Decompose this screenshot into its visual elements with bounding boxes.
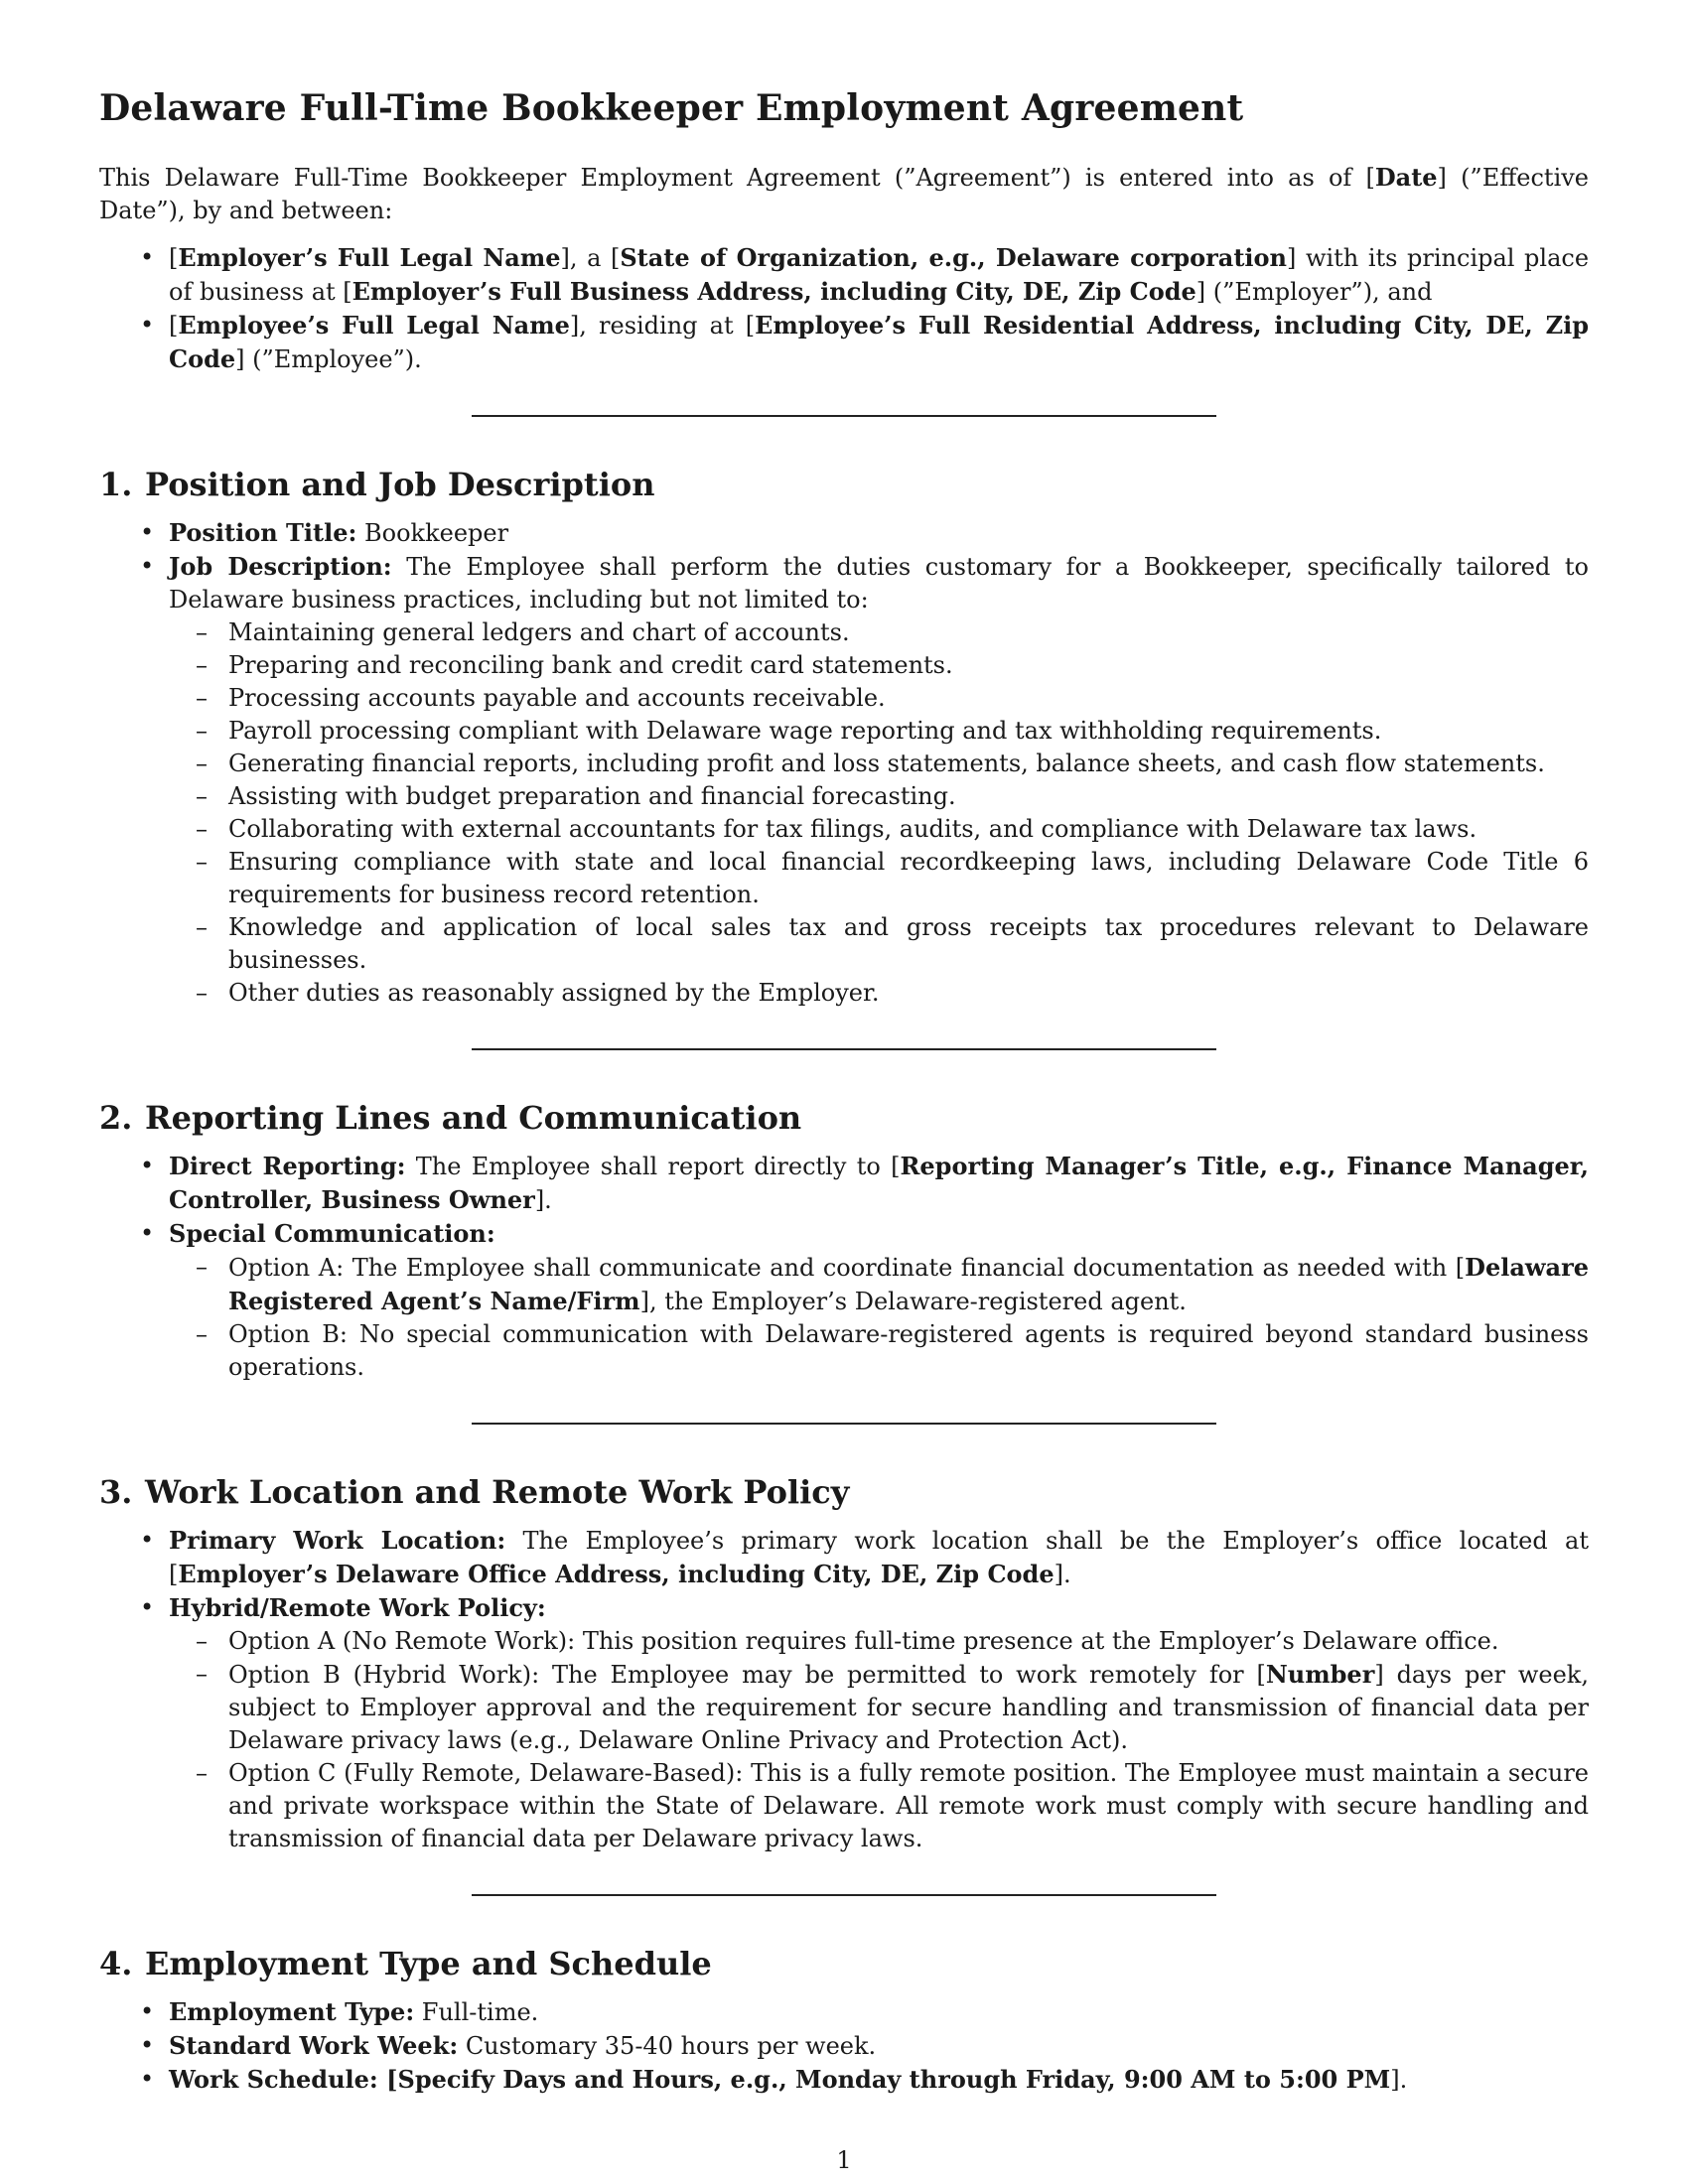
employer-text-3: ] (”Employer”), and	[1196, 278, 1433, 306]
dash-icon: –	[196, 1759, 208, 1787]
document-page	[99, 87, 1589, 2097]
section-1	[99, 465, 1589, 1010]
section-divider	[472, 1423, 1216, 1425]
item-label: Job Description:	[169, 552, 392, 581]
option-text: Option C (Fully Remote, Delaware-Based): This is a fully remote position. The Employee must maintain a secure and private workspace within the State of Delaware. All remote work must comply with secure handling and transmission of financial data per Delaware privacy laws.	[228, 1759, 1589, 1852]
section-title: Reporting Lines and Communication	[145, 1099, 802, 1137]
employee-name-placeholder: Employee’s Full Legal Name	[178, 311, 570, 340]
dash-icon: –	[196, 618, 208, 646]
bullet-icon: •	[140, 552, 155, 580]
item-text-end: ].	[1390, 2066, 1408, 2094]
list-item	[169, 1757, 1589, 1855]
option-text: Option A: The Employee shall communicate and coordinate financial documentation as needed with [	[228, 1254, 1466, 1282]
employee-text-1: ], residing at [	[569, 312, 756, 340]
party-employee: • [Employee’s Full Legal Name], residing at [Employee’s Full Residential Address, including City, DE, Zip Code] (”Employee”).	[140, 311, 1589, 373]
section-3	[99, 1472, 1589, 1855]
employer-text-1: ], a [	[560, 244, 621, 272]
bullet-icon: •	[140, 1997, 155, 2025]
item-label: Position Title:	[169, 518, 357, 547]
list-item	[169, 1318, 1589, 1384]
page-number: 1	[836, 2146, 852, 2174]
item-text-end: ].	[1054, 1561, 1071, 1588]
section-number: 3.	[99, 1473, 133, 1511]
section-4-heading	[99, 1944, 1589, 1983]
list-item	[169, 1251, 1589, 1318]
list-item	[169, 748, 1589, 780]
list-item	[169, 682, 1589, 715]
employer-address-placeholder: Employer’s Full Business Address, including City, DE, Zip Code	[352, 277, 1196, 306]
option-text: Option B: No special communication with Delaware-registered agents is required beyond standard business operations.	[228, 1320, 1589, 1381]
employee-text-2: ] (”Employee”).	[235, 345, 422, 373]
employee-address-placeholder: Employee’s Full Residential Address, including City, DE, Zip Code	[169, 311, 1589, 373]
list-item	[169, 977, 1589, 1010]
job-description-item	[99, 550, 1589, 1010]
communication-options	[169, 1251, 1589, 1384]
section-3-heading	[99, 1472, 1589, 1512]
bullet-icon: •	[140, 518, 155, 546]
section-2-heading	[99, 1098, 1589, 1138]
section-4-list	[99, 1995, 1589, 2097]
option-text-end: ] days per week, subject to Employer approval and the requirement for secure handling and transmission of financial data per Delaware privacy laws (e.g., Delaware Online Privacy and Protection Act).	[228, 1661, 1589, 1754]
section-number: 4.	[99, 1945, 133, 1982]
bullet-icon: •	[140, 2065, 155, 2093]
section-divider	[472, 415, 1216, 417]
registered-agent-placeholder: Delaware Registered Agent’s Name/Firm	[228, 1253, 1589, 1315]
duty-text: Assisting with budget preparation and financial forecasting.	[228, 782, 956, 810]
section-title: Position and Job Description	[145, 466, 655, 503]
item-label: Direct Reporting:	[169, 1152, 406, 1180]
dash-icon: –	[196, 1627, 208, 1655]
intro-paragraph	[99, 161, 1589, 227]
bullet-icon: •	[140, 311, 155, 339]
dash-icon: –	[196, 1660, 208, 1688]
section-4	[99, 1944, 1589, 2097]
item-label: Special Communication:	[169, 1219, 495, 1248]
dash-icon: –	[196, 684, 208, 712]
work-schedule-item	[99, 2063, 1589, 2097]
item-label: Work Schedule:	[169, 2065, 378, 2094]
party-employer: • [Employer’s Full Legal Name], a [State of Organization, e.g., Delaware corporation] with its principal place of business at [Employer’s Full Business Address, including City, DE, Zip Code] (”Employer”), and	[140, 243, 1590, 306]
dash-icon: –	[196, 782, 208, 810]
item-value: Bookkeeper	[356, 519, 509, 547]
section-number: 1.	[99, 466, 133, 503]
dash-icon: –	[196, 979, 208, 1007]
dash-icon: –	[196, 651, 208, 679]
section-1-list	[99, 516, 1589, 1010]
section-number: 2.	[99, 1099, 133, 1137]
employer-state-placeholder: State of Organization, e.g., Delaware corporation	[620, 243, 1288, 272]
list-item	[169, 715, 1589, 748]
list-item	[169, 911, 1589, 977]
manager-title-placeholder: Reporting Manager’s Title, e.g., Finance Manager, Controller, Business Owner	[169, 1152, 1589, 1214]
bullet-icon: •	[140, 2031, 155, 2059]
list-item	[169, 813, 1589, 846]
duty-text: Knowledge and application of local sales tax and gross receipts tax procedures relevant to Delaware businesses.	[228, 913, 1589, 974]
item-label: Standard Work Week:	[169, 2031, 459, 2060]
duty-text: Other duties as reasonably assigned by the Employer.	[228, 979, 880, 1007]
duty-text: Payroll processing compliant with Delaware wage reporting and tax withholding requirements.	[228, 717, 1382, 745]
remote-options	[169, 1625, 1589, 1855]
duty-text: Generating financial reports, including profit and loss statements, balance sheets, and cash flow statements.	[228, 750, 1545, 777]
section-divider	[472, 1894, 1216, 1896]
dash-icon: –	[196, 750, 208, 777]
office-address-placeholder: Employer’s Delaware Office Address, including City, DE, Zip Code	[178, 1560, 1055, 1588]
item-value: Customary 35-40 hours per week.	[458, 2032, 877, 2060]
duty-text: Maintaining general ledgers and chart of accounts.	[228, 618, 850, 646]
duty-text: Preparing and reconciling bank and credit card statements.	[228, 651, 953, 679]
list-item	[169, 1625, 1589, 1658]
list-item	[169, 780, 1589, 813]
item-text: The Employee’s primary work location shall be the Employer’s office located at [	[169, 1527, 1590, 1588]
bullet-icon: •	[140, 1593, 155, 1621]
section-title: Employment Type and Schedule	[145, 1945, 712, 1982]
schedule-placeholder: Specify Days and Hours, e.g., Monday through Friday, 9:00 AM to 5:00 PM	[397, 2065, 1391, 2094]
parties-list	[99, 241, 1589, 376]
list-item	[169, 1658, 1589, 1757]
document-title: Delaware Full-Time Bookkeeper Employment Agreement	[99, 87, 1244, 129]
dash-icon: –	[196, 1320, 208, 1348]
option-text-end: ], the Employer’s Delaware-registered agent.	[639, 1288, 1187, 1315]
option-text: Option B (Hybrid Work): The Employee may be permitted to work remotely for [	[228, 1661, 1266, 1689]
hybrid-remote-item	[99, 1591, 1589, 1855]
employment-type-item	[99, 1995, 1589, 2029]
section-2-list	[99, 1150, 1589, 1384]
section-title: Work Location and Remote Work Policy	[145, 1473, 850, 1511]
bullet-icon: •	[140, 1526, 155, 1554]
duty-text: Collaborating with external accountants for tax filings, audits, and compliance with Delaware tax laws.	[228, 815, 1477, 843]
bullet-icon: •	[140, 1152, 155, 1179]
section-2	[99, 1098, 1589, 1384]
duties-list	[169, 616, 1589, 1010]
item-text: The Employee shall report directly to [	[405, 1153, 901, 1180]
item-label: Employment Type:	[169, 1997, 415, 2026]
dash-icon: –	[196, 848, 208, 876]
section-1-heading	[99, 465, 1589, 504]
item-label: Hybrid/Remote Work Policy:	[169, 1593, 546, 1622]
dash-icon: –	[196, 815, 208, 843]
bullet-icon: •	[140, 1219, 155, 1247]
bullet-icon: •	[140, 243, 155, 271]
intro-text-end: ] (”Effective Date”), by and between:	[99, 164, 1590, 224]
duty-text: Processing accounts payable and accounts receivable.	[228, 684, 886, 712]
employer-text-2: ] with its principal place of business at [	[169, 244, 1590, 306]
duty-text: Ensuring compliance with state and local financial recordkeeping laws, including Delaware Code Title 6 requirements for business record retention.	[228, 848, 1589, 908]
item-label: Primary Work Location:	[169, 1526, 506, 1555]
dash-icon: –	[196, 1253, 208, 1281]
intro-date-placeholder: Date	[1374, 163, 1438, 192]
option-text: Option A (No Remote Work): This position requires full-time presence at the Employer’s Delaware office.	[228, 1627, 1499, 1655]
list-item	[169, 846, 1589, 911]
work-week-item	[99, 2029, 1589, 2063]
item-text-end: ].	[534, 1186, 552, 1214]
primary-location-item	[99, 1524, 1589, 1591]
section-divider	[472, 1048, 1216, 1050]
position-title-item	[99, 516, 1589, 550]
item-text: [	[377, 2065, 398, 2094]
number-placeholder: Number	[1265, 1660, 1375, 1689]
special-communication-item	[99, 1217, 1589, 1384]
dash-icon: –	[196, 913, 208, 941]
item-value: The Employee shall perform the duties customary for a Bookkeeper, specifically tailored to Delaware business practices, including but not limited to:	[169, 553, 1589, 614]
direct-reporting-item	[99, 1150, 1589, 1217]
section-3-list	[99, 1524, 1589, 1855]
employer-name-placeholder: Employer’s Full Legal Name	[178, 243, 561, 272]
item-value: Full-time.	[414, 1998, 539, 2026]
list-item	[169, 616, 1589, 649]
dash-icon: –	[196, 717, 208, 745]
list-item	[169, 649, 1589, 682]
intro-text: This Delaware Full-Time Bookkeeper Employment Agreement (”Agreement”) is entered into as of [	[99, 164, 1375, 192]
